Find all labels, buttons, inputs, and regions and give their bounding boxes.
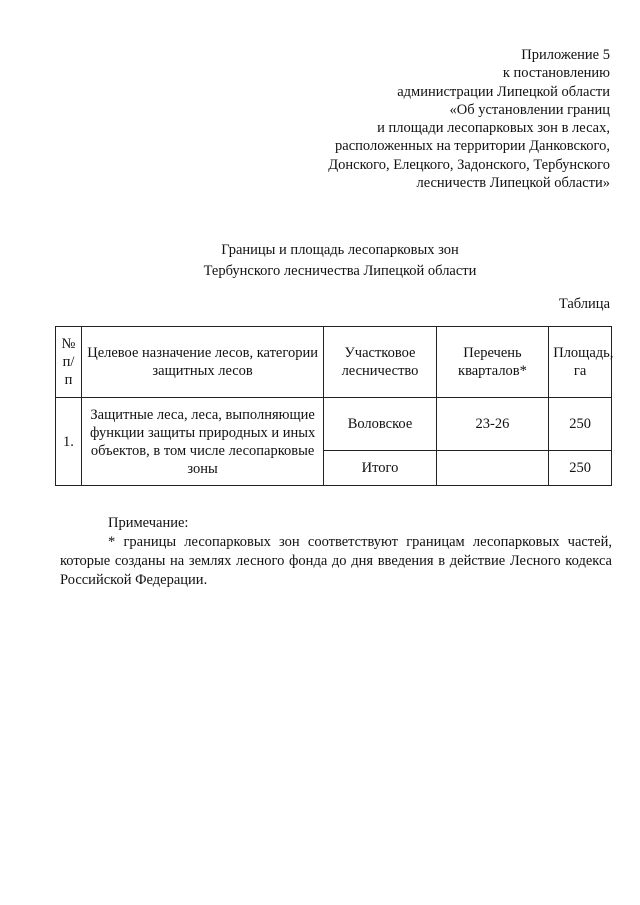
header-num-abbrev: п/п xyxy=(62,354,75,388)
note-text: * границы лесопарковых зон соответствуют границам лесопарковых частей, которые созданы на землях лесного фонда до дня введения в действие Лесного кодекса Российской Федерации. xyxy=(60,534,612,588)
forest-zones-table xyxy=(55,326,612,486)
title-line-2: Тербунского лесничества Липецкой области xyxy=(203,262,477,279)
header-num xyxy=(56,327,82,398)
document-title xyxy=(60,240,620,281)
table-row xyxy=(56,398,612,451)
header-district: Участковое лесничество xyxy=(324,327,436,398)
cell-num: 1. xyxy=(56,398,82,486)
cell-area: 250 xyxy=(549,398,612,451)
cell-purpose: Защитные леса, леса, выполняющие функции защиты природных и иных объектов, в том числе лесопарковые зоны xyxy=(81,398,323,486)
cell-total-quarters xyxy=(436,451,548,486)
appendix-line: Приложение 5 xyxy=(521,47,610,63)
appendix-line: администрации Липецкой области xyxy=(397,83,610,100)
header-area: Площадь, га xyxy=(549,327,612,398)
cell-total-label: Итого xyxy=(324,451,436,486)
table-label: Таблица xyxy=(558,296,610,312)
cell-district: Воловское xyxy=(324,398,436,451)
cell-quarters: 23-26 xyxy=(436,398,548,451)
appendix-line: «Об установлении границ xyxy=(449,101,610,118)
title-line-1: Границы и площадь лесопарковых зон xyxy=(221,242,459,258)
header-num-sign: № xyxy=(61,336,76,352)
cell-total-area: 250 xyxy=(549,451,612,486)
appendix-line: и площади лесопарковых зон в лесах, xyxy=(377,120,610,137)
header-purpose: Целевое назначение лесов, категории защитных лесов xyxy=(81,327,323,398)
note-block xyxy=(60,514,612,590)
header-quarters: Перечень кварталов* xyxy=(436,327,548,398)
appendix-line: к постановлению xyxy=(502,65,610,82)
appendix-block xyxy=(250,46,610,192)
appendix-line: Донского, Елецкого, Задонского, Тербунского xyxy=(328,156,610,173)
appendix-line: лесничеств Липецкой области» xyxy=(416,175,610,192)
note-heading: Примечание: xyxy=(108,515,189,531)
table-header-row xyxy=(56,327,612,398)
appendix-line: расположенных на территории Данковского, xyxy=(335,138,610,155)
